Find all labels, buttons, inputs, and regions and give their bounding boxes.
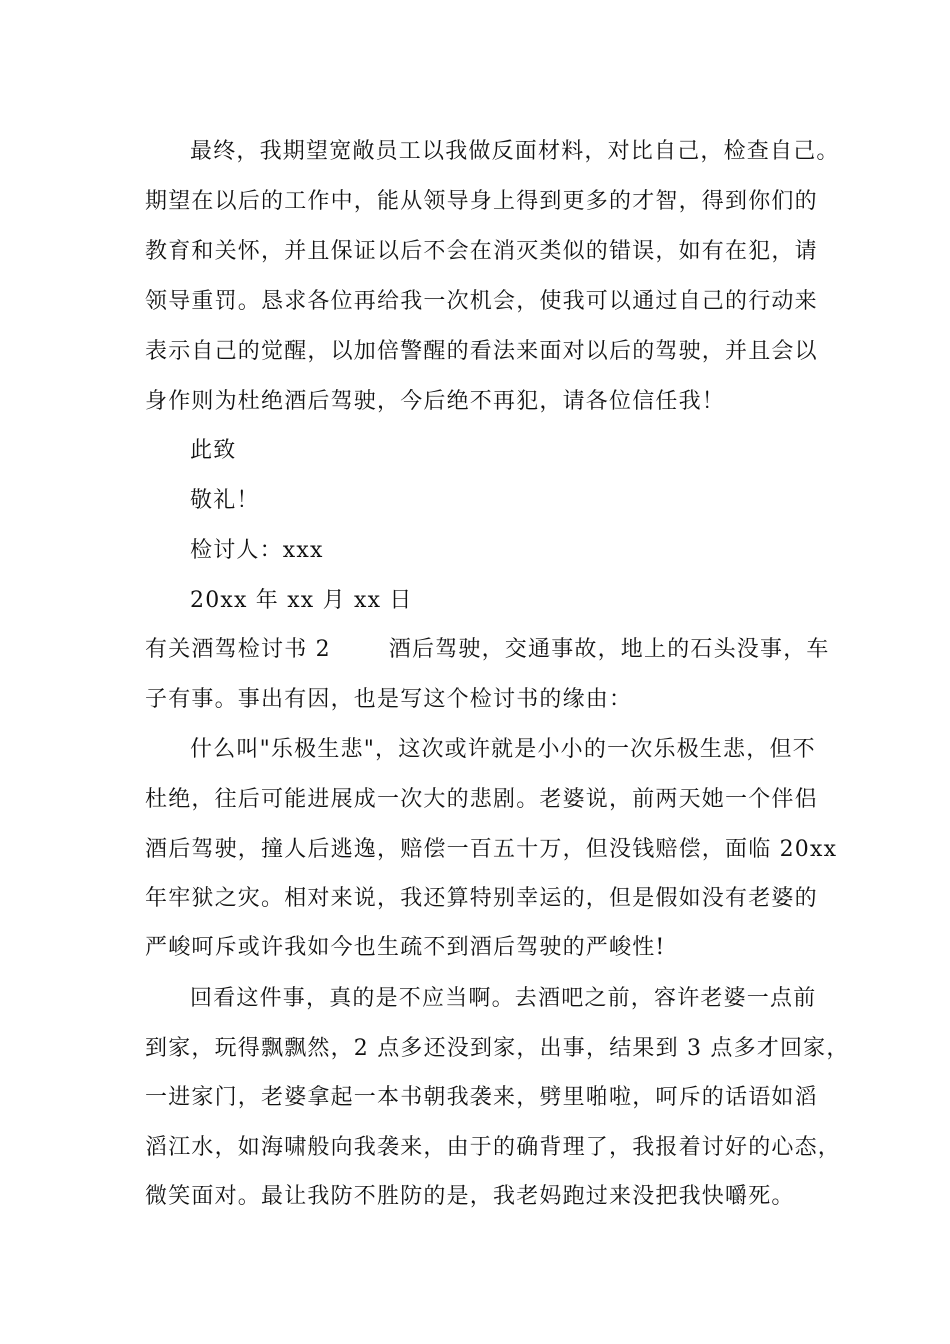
paragraph-line: 最终，我期望宽敞员工以我做反面材料，对比自己，检查自己。 [190, 139, 840, 164]
signer-line: 检讨人：xxx [190, 538, 324, 563]
date-line: 20xx 年 xx 月 xx 日 [190, 588, 413, 613]
paragraph-line: 期望在以后的工作中，能从领导身上得到更多的才智，得到你们的 [145, 189, 818, 214]
doc-title: 有关酒驾检讨书 2 [145, 637, 331, 662]
paragraph-line: 酒后驾驶，撞人后逃逸，赔偿一百五十万，但没钱赔偿，面临 20xx [145, 837, 838, 862]
paragraph-line: 杜绝，往后可能进展成一次大的悲剧。老婆说，前两天她一个伴侣 [145, 787, 818, 812]
paragraph-line: 什么叫"乐极生悲"，这次或许就是小小的一次乐极生悲，但不 [190, 737, 816, 762]
paragraph-line: 回看这件事，真的是不应当啊。去酒吧之前，容许老婆一点前 [190, 986, 817, 1011]
salutation-line: 此致 [190, 438, 237, 463]
paragraph-line: 到家，玩得飘飘然，2 点多还没到家，出事，结果到 3 点多才回家， [145, 1036, 850, 1061]
paragraph-line: 表示自己的觉醒，以加倍警醒的看法来面对以后的驾驶，并且会以 [145, 339, 818, 364]
paragraph-line: 严峻呵斥或许我如今也生疏不到酒后驾驶的严峻性! [145, 935, 666, 960]
paragraph-line: 滔江水，如海啸般向我袭来，由于的确背理了，我报着讨好的心态， [145, 1135, 842, 1160]
paragraph-line: 年牢狱之灾。相对来说，我还算特别幸运的，但是假如没有老婆的 [145, 886, 818, 911]
paragraph-line: 一进家门，老婆拿起一本书朝我袭来，劈里啪啦，呵斥的话语如滔 [145, 1085, 818, 1110]
paragraph-text: 酒后驾驶，交通事故，地上的石头没事，车 [388, 637, 830, 662]
paragraph-line: 身作则为杜绝酒后驾驶，今后绝不再犯，请各位信任我！ [145, 389, 726, 414]
paragraph-line: 教育和关怀，并且保证以后不会在消灭类似的错误，如有在犯，请 [145, 239, 818, 264]
salutation-line: 敬礼！ [190, 488, 260, 513]
paragraph-line: 领导重罚。恳求各位再给我一次机会，使我可以通过自己的行动来 [145, 289, 818, 314]
paragraph-line: 子有事。事出有因，也是写这个检讨书的缘由： [145, 687, 633, 712]
paragraph-line: 微笑面对。最让我防不胜防的是，我老妈跑过来没把我快嚼死。 [145, 1184, 795, 1209]
doc-title-line [145, 635, 950, 665]
